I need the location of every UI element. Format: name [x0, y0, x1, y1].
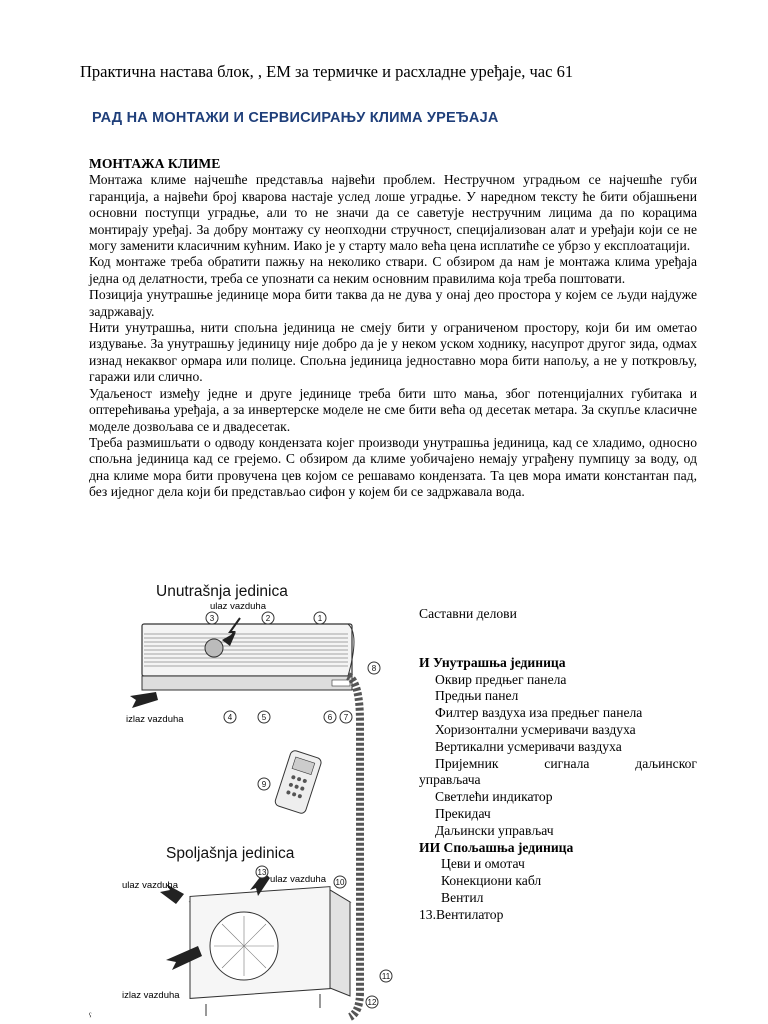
part-item-receiver-line1: Пријемник сигнала даљинског [435, 755, 697, 771]
paragraph-2: Код монтаже треба обратити пажњу на неколико ствари. С обзиром да нам је монтажа клима уређаја једна од делатности, треба се упознати са неким основним правилима која треба поштовати. [89, 254, 697, 286]
outdoor-unit-title: Spoljašnja jedinica [166, 845, 295, 862]
outdoor-unit [122, 872, 350, 1016]
svg-text:3: 3 [209, 614, 215, 623]
part-item: Вентил [441, 889, 484, 905]
svg-text:10: 10 [335, 878, 345, 887]
outdoor-air-inlet-label-top: ulaz vazduha [270, 874, 326, 885]
callout-2 [262, 612, 274, 624]
svg-text:1: 1 [317, 614, 323, 623]
section-heading: МОНТАЖА КЛИМЕ [89, 156, 221, 171]
paragraph-1: Монтажа климе најчешће представља највећи проблем. Нестручном уградњом се најчешће губи гаранција, а највећи број кварова настаје услед лоше уградње. У наредном тексту ће бити објашњени основни поступци уградње, али то не значи да се саветује нестручним лицима да по корацима монтирају уређај. За добру монтажу су неопходни стручност, специјализован алат и уређаји који се не могу заменити класичним кућним. Иако је у старту мало већа цена исплатиће се убрзо у експлоатацији. [89, 172, 697, 254]
callout-6 [324, 711, 336, 723]
outdoor-air-outlet-label: izlaz vazduha [122, 990, 180, 1001]
svg-text:8: 8 [371, 664, 377, 673]
parts-heading: Саставни делови [419, 606, 517, 621]
svg-text:12: 12 [367, 998, 377, 1007]
indoor-unit-title: Unutrašnja jedinica [156, 583, 288, 600]
indoor-group-title: И Унутрашња јединица [419, 654, 566, 670]
callout-12 [366, 996, 378, 1008]
part-item: Вертикални усмеривачи ваздуха [435, 738, 622, 754]
svg-text:11: 11 [381, 972, 391, 981]
part-item-fan: 13.Вентилатор [419, 906, 504, 922]
callout-8 [368, 662, 380, 674]
paragraph-6: Треба размишљати о одводу кондензата којег производи унутрашња јединица, кад се хладимо, односно спољна јединица кад се грејемо. С обзиром да климе уобичајено немају уграђену пумпицу за воду, од дна климе мора бити провучена цев којом се решавамо кондензата. Та цев мора имати константан пад, без иједног дела који би представљао сифон у којем би се задржавала вода. [89, 434, 697, 500]
callout-5 [258, 711, 270, 723]
callout-7 [340, 711, 352, 723]
svg-text:2: 2 [265, 614, 271, 623]
part-item: Светлећи индикатор [435, 789, 553, 805]
air-conditioner-diagram [110, 572, 410, 1024]
svg-text:9: 9 [261, 780, 267, 789]
callout-13 [256, 866, 268, 878]
svg-text:4: 4 [227, 713, 233, 722]
part-item: Конекциони кабл [441, 873, 542, 889]
callout-9 [258, 778, 270, 790]
svg-text:13: 13 [257, 868, 267, 877]
svg-text:7: 7 [343, 713, 349, 722]
paragraph-5: Удаљеност између једне и друге јединице треба бити што мања, због потенцијалних губитака и оптерећивања уређаја, а за инвертерске моделе не сме бити већа од десетак метара. За скупље класичне моделе дозвољава се и двадесетак. [89, 385, 697, 434]
remote-control [274, 749, 322, 814]
callout-4 [224, 711, 236, 723]
spacer [419, 639, 697, 655]
callout-3 [206, 612, 218, 624]
body-text [89, 156, 697, 501]
outdoor-air-inlet-label-left: ulaz vazduha [122, 880, 178, 891]
paragraph-4: Нити унутрашња, нити спољна јединица не смеју бити у ограниченом простору, који би им ометао издување. За унутрашњу јединицу није добро да је у неком уском ходнику, насупрот другог зида, одмах изнад некаквог ормара или полице. Спољна јединица једноставно мора бити напољу, а не у поткровљу, гаражи или слично. [89, 320, 697, 385]
document-title: РАД НА МОНТАЖИ И СЕРВИСИРАЊУ КЛИМА УРЕЂАЈА [92, 110, 499, 126]
callout-1 [314, 612, 326, 624]
part-item: Оквир предњег панела [435, 671, 567, 687]
indoor-air-inlet-label: ulaz vazduha [210, 601, 266, 612]
part-item: Предњи панел [435, 688, 519, 704]
callout-10 [334, 876, 346, 888]
parts-list [419, 606, 697, 924]
part-item: Прекидач [435, 805, 491, 821]
svg-text:6: 6 [327, 713, 333, 722]
paragraph-3: Позиција унутрашње јединице мора бити таква да не дува у онај део простора у којем се људи најдуже задржавају. [89, 287, 697, 319]
part-item-receiver-line2: управљача [419, 772, 481, 788]
spacer [419, 623, 697, 639]
part-item: Даљински управљач [435, 822, 554, 838]
part-item: Филтер ваздуха иза предњег панела [435, 705, 643, 721]
page-header: Практична настава блок, , ЕМ за термичке и расхладне уређаје, час 61 [80, 62, 574, 81]
part-item: Цеви и омотач [441, 856, 525, 872]
indoor-air-outlet-label: izlaz vazduha [126, 714, 184, 725]
part-item: Хоризонтални усмеривачи ваздуха [435, 721, 636, 737]
outdoor-group-title: ИИ Спољашња јединица [419, 839, 574, 855]
svg-text:5: 5 [261, 713, 267, 722]
callout-11 [380, 970, 392, 982]
footer-mark: ˁ [89, 1012, 92, 1023]
